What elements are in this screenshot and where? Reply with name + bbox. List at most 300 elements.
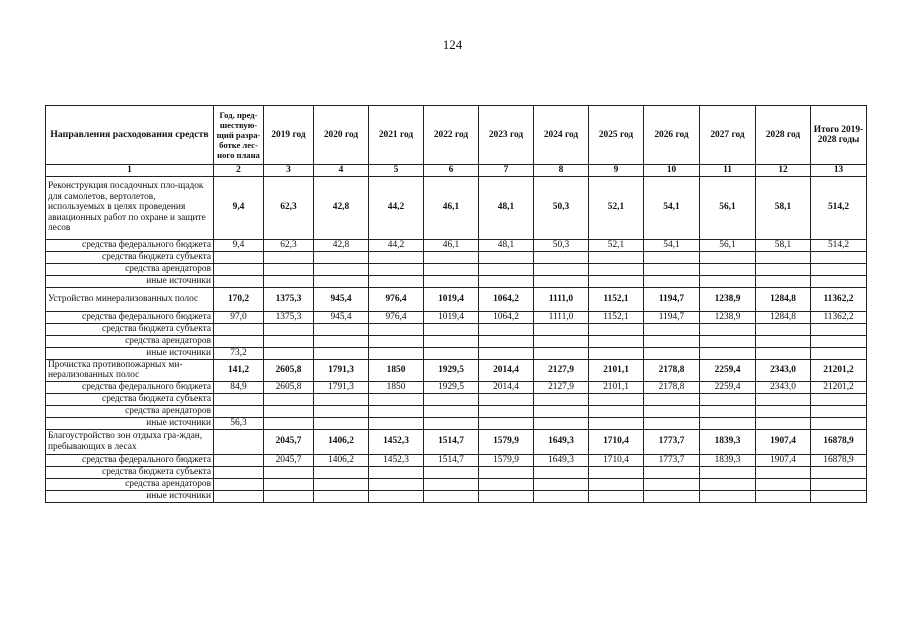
value-cell: 1929,5 [424, 359, 479, 381]
value-cell: 1406,2 [314, 454, 369, 466]
value-cell [534, 275, 589, 287]
value-cell [589, 417, 644, 429]
value-cell [644, 275, 700, 287]
source-label: средства арендаторов [46, 335, 214, 347]
value-cell [369, 263, 424, 275]
section-row [46, 359, 867, 381]
value-cell [264, 275, 314, 287]
value-cell [264, 263, 314, 275]
value-cell: 46,1 [424, 239, 479, 251]
header-cell: 2024 год [534, 106, 589, 165]
value-cell: 48,1 [479, 176, 534, 239]
value-cell [811, 405, 867, 417]
value-cell: 16878,9 [811, 454, 867, 466]
column-number-cell: 2 [214, 165, 264, 177]
column-number-cell: 1 [46, 165, 214, 177]
source-row [46, 393, 867, 405]
value-cell: 9,4 [214, 176, 264, 239]
value-cell: 1375,3 [264, 287, 314, 311]
source-label: иные источники [46, 417, 214, 429]
value-cell: 1929,5 [424, 381, 479, 393]
source-row [46, 263, 867, 275]
value-cell: 170,2 [214, 287, 264, 311]
value-cell [264, 405, 314, 417]
value-cell: 50,3 [534, 239, 589, 251]
value-cell [314, 251, 369, 263]
source-row [46, 347, 867, 359]
value-cell [314, 335, 369, 347]
value-cell [756, 263, 811, 275]
source-row [46, 490, 867, 502]
value-cell: 2259,4 [700, 381, 756, 393]
value-cell [214, 454, 264, 466]
source-label: средства арендаторов [46, 405, 214, 417]
value-cell [589, 347, 644, 359]
table-body [46, 176, 867, 502]
value-cell: 1907,4 [756, 429, 811, 454]
value-cell: 976,4 [369, 287, 424, 311]
value-cell [314, 417, 369, 429]
value-cell [479, 251, 534, 263]
value-cell [214, 393, 264, 405]
value-cell [644, 466, 700, 478]
section-row [46, 429, 867, 454]
value-cell [534, 466, 589, 478]
source-row [46, 335, 867, 347]
value-cell [424, 335, 479, 347]
value-cell [479, 347, 534, 359]
value-cell [369, 275, 424, 287]
value-cell [589, 490, 644, 502]
value-cell: 2101,1 [589, 381, 644, 393]
value-cell: 21201,2 [811, 359, 867, 381]
value-cell [264, 417, 314, 429]
value-cell [369, 347, 424, 359]
header-cell: Год, пред-шествую-щий разра-ботке лес-ного плана [214, 106, 264, 165]
value-cell [644, 263, 700, 275]
source-label: средства бюджета субъекта [46, 393, 214, 405]
value-cell: 1514,7 [424, 454, 479, 466]
value-cell [314, 275, 369, 287]
value-cell: 945,4 [314, 311, 369, 323]
value-cell: 54,1 [644, 176, 700, 239]
value-cell: 11362,2 [811, 287, 867, 311]
header-cell: 2025 год [589, 106, 644, 165]
value-cell [369, 417, 424, 429]
value-cell: 97,0 [214, 311, 264, 323]
value-cell [479, 466, 534, 478]
value-cell: 1850 [369, 359, 424, 381]
source-row [46, 405, 867, 417]
value-cell: 2259,4 [700, 359, 756, 381]
value-cell [369, 393, 424, 405]
section-title: Прочистка противопожарных ми-нерализованных полос [46, 359, 214, 381]
value-cell [314, 323, 369, 335]
value-cell [756, 490, 811, 502]
value-cell [264, 347, 314, 359]
value-cell: 2101,1 [589, 359, 644, 381]
source-label: средства арендаторов [46, 263, 214, 275]
value-cell: 42,8 [314, 176, 369, 239]
value-cell [700, 335, 756, 347]
source-row [46, 417, 867, 429]
value-cell [424, 405, 479, 417]
value-cell [534, 251, 589, 263]
value-cell [424, 347, 479, 359]
column-number-cell: 4 [314, 165, 369, 177]
value-cell [756, 393, 811, 405]
value-cell [589, 466, 644, 478]
value-cell [479, 478, 534, 490]
value-cell [214, 429, 264, 454]
column-number-cell: 7 [479, 165, 534, 177]
value-cell [700, 323, 756, 335]
value-cell [589, 275, 644, 287]
value-cell [314, 393, 369, 405]
header-cell: 2022 год [424, 106, 479, 165]
value-cell [589, 263, 644, 275]
value-cell [214, 490, 264, 502]
source-label: иные источники [46, 275, 214, 287]
header-cell: 2019 год [264, 106, 314, 165]
value-cell: 2178,8 [644, 359, 700, 381]
value-cell [479, 417, 534, 429]
value-cell [700, 251, 756, 263]
value-cell [644, 347, 700, 359]
value-cell [811, 323, 867, 335]
source-label: средства федерального бюджета [46, 381, 214, 393]
value-cell [479, 275, 534, 287]
value-cell [214, 323, 264, 335]
value-cell [534, 335, 589, 347]
value-cell [314, 466, 369, 478]
source-row [46, 323, 867, 335]
value-cell [479, 490, 534, 502]
value-cell: 514,2 [811, 176, 867, 239]
source-row [46, 466, 867, 478]
value-cell [644, 323, 700, 335]
value-cell [479, 393, 534, 405]
value-cell [644, 417, 700, 429]
page-number: 124 [442, 37, 463, 52]
value-cell [644, 478, 700, 490]
value-cell: 56,1 [700, 239, 756, 251]
section-row [46, 176, 867, 239]
source-label: иные источники [46, 347, 214, 359]
value-cell [214, 478, 264, 490]
value-cell [424, 393, 479, 405]
value-cell [264, 393, 314, 405]
value-cell [214, 275, 264, 287]
value-cell: 1839,3 [700, 429, 756, 454]
value-cell: 73,2 [214, 347, 264, 359]
value-cell [589, 251, 644, 263]
source-label: средства бюджета субъекта [46, 251, 214, 263]
value-cell: 11362,2 [811, 311, 867, 323]
value-cell: 44,2 [369, 239, 424, 251]
source-label: средства бюджета субъекта [46, 323, 214, 335]
value-cell [424, 323, 479, 335]
value-cell [214, 251, 264, 263]
value-cell: 1194,7 [644, 311, 700, 323]
value-cell [644, 335, 700, 347]
value-cell [369, 490, 424, 502]
source-label: средства бюджета субъекта [46, 466, 214, 478]
value-cell [589, 478, 644, 490]
value-cell: 56,3 [214, 417, 264, 429]
source-row [46, 275, 867, 287]
value-cell [314, 347, 369, 359]
header-cell: 2028 год [756, 106, 811, 165]
header-cell: 2026 год [644, 106, 700, 165]
value-cell: 1452,3 [369, 429, 424, 454]
value-cell [264, 490, 314, 502]
value-cell [756, 478, 811, 490]
column-number-cell: 9 [589, 165, 644, 177]
value-cell [424, 417, 479, 429]
value-cell [644, 490, 700, 502]
column-number-cell: 12 [756, 165, 811, 177]
value-cell: 9,4 [214, 239, 264, 251]
value-cell: 2045,7 [264, 454, 314, 466]
value-cell [756, 405, 811, 417]
value-cell: 48,1 [479, 239, 534, 251]
value-cell: 2045,7 [264, 429, 314, 454]
value-cell: 1579,9 [479, 454, 534, 466]
value-cell: 1791,3 [314, 381, 369, 393]
value-cell [700, 393, 756, 405]
value-cell [589, 323, 644, 335]
source-row [46, 381, 867, 393]
value-cell [700, 417, 756, 429]
value-cell: 62,3 [264, 239, 314, 251]
value-cell [264, 251, 314, 263]
value-cell: 1111,0 [534, 311, 589, 323]
value-cell: 50,3 [534, 176, 589, 239]
value-cell: 52,1 [589, 239, 644, 251]
value-cell [756, 347, 811, 359]
value-cell [756, 466, 811, 478]
value-cell: 1773,7 [644, 454, 700, 466]
value-cell [369, 251, 424, 263]
value-cell [369, 335, 424, 347]
section-title: Устройство минерализованных полос [46, 287, 214, 311]
header-cell: 2027 год [700, 106, 756, 165]
value-cell [214, 405, 264, 417]
value-cell [369, 405, 424, 417]
value-cell: 54,1 [644, 239, 700, 251]
value-cell [811, 478, 867, 490]
value-cell [314, 263, 369, 275]
value-cell [424, 251, 479, 263]
value-cell: 1791,3 [314, 359, 369, 381]
value-cell [644, 393, 700, 405]
section-row [46, 287, 867, 311]
value-cell [534, 417, 589, 429]
value-cell: 141,2 [214, 359, 264, 381]
value-cell [700, 405, 756, 417]
value-cell [534, 393, 589, 405]
header-cell: Итого 2019-2028 годы [811, 106, 867, 165]
value-cell [700, 347, 756, 359]
value-cell: 1579,9 [479, 429, 534, 454]
value-cell: 2127,9 [534, 381, 589, 393]
value-cell [756, 417, 811, 429]
value-cell: 1152,1 [589, 287, 644, 311]
value-cell: 2127,9 [534, 359, 589, 381]
value-cell: 42,8 [314, 239, 369, 251]
value-cell: 44,2 [369, 176, 424, 239]
source-row [46, 251, 867, 263]
value-cell: 62,3 [264, 176, 314, 239]
value-cell [811, 335, 867, 347]
column-number-cell: 3 [264, 165, 314, 177]
value-cell: 1152,1 [589, 311, 644, 323]
value-cell [424, 490, 479, 502]
value-cell: 2605,8 [264, 359, 314, 381]
value-cell: 52,1 [589, 176, 644, 239]
value-cell [811, 466, 867, 478]
value-cell: 1514,7 [424, 429, 479, 454]
value-cell [534, 263, 589, 275]
value-cell [534, 478, 589, 490]
value-cell [756, 335, 811, 347]
value-cell: 2014,4 [479, 381, 534, 393]
source-label: средства арендаторов [46, 478, 214, 490]
value-cell [534, 490, 589, 502]
value-cell: 1238,9 [700, 287, 756, 311]
source-label: иные источники [46, 490, 214, 502]
value-cell: 514,2 [811, 239, 867, 251]
value-cell: 2178,8 [644, 381, 700, 393]
value-cell [700, 263, 756, 275]
value-cell [479, 335, 534, 347]
value-cell: 1406,2 [314, 429, 369, 454]
value-cell: 1238,9 [700, 311, 756, 323]
value-cell [700, 466, 756, 478]
column-number-row [46, 165, 867, 177]
source-row [46, 311, 867, 323]
value-cell [314, 405, 369, 417]
value-cell: 1194,7 [644, 287, 700, 311]
value-cell [424, 466, 479, 478]
value-cell [644, 251, 700, 263]
column-number-cell: 11 [700, 165, 756, 177]
value-cell [756, 275, 811, 287]
value-cell [424, 478, 479, 490]
value-cell: 1710,4 [589, 429, 644, 454]
value-cell [700, 490, 756, 502]
value-cell: 56,1 [700, 176, 756, 239]
column-number-cell: 13 [811, 165, 867, 177]
source-label: средства федерального бюджета [46, 239, 214, 251]
value-cell: 1907,4 [756, 454, 811, 466]
value-cell [700, 478, 756, 490]
value-cell: 945,4 [314, 287, 369, 311]
value-cell [264, 478, 314, 490]
value-cell [314, 478, 369, 490]
value-cell [756, 251, 811, 263]
value-cell: 1839,3 [700, 454, 756, 466]
value-cell: 1710,4 [589, 454, 644, 466]
value-cell [264, 335, 314, 347]
value-cell: 1064,2 [479, 311, 534, 323]
value-cell: 2014,4 [479, 359, 534, 381]
header-cell: 2021 год [369, 106, 424, 165]
column-number-cell: 8 [534, 165, 589, 177]
header-cell: Направления расходования средств [46, 106, 214, 165]
value-cell: 1649,3 [534, 454, 589, 466]
value-cell: 1284,8 [756, 287, 811, 311]
value-cell [811, 251, 867, 263]
value-cell [811, 417, 867, 429]
value-cell: 1019,4 [424, 311, 479, 323]
value-cell [534, 405, 589, 417]
value-cell [811, 275, 867, 287]
value-cell [369, 478, 424, 490]
value-cell [424, 275, 479, 287]
column-number-cell: 5 [369, 165, 424, 177]
section-title: Реконструкция посадочных пло-щадок для самолетов, вертолетов, используемых в целях проведения авиационных работ по охране и защите лесов [46, 176, 214, 239]
value-cell [214, 466, 264, 478]
value-cell [811, 263, 867, 275]
value-cell: 58,1 [756, 239, 811, 251]
value-cell [589, 335, 644, 347]
value-cell: 1111,0 [534, 287, 589, 311]
source-row [46, 478, 867, 490]
value-cell: 21201,2 [811, 381, 867, 393]
header-row [46, 106, 867, 165]
value-cell [479, 323, 534, 335]
value-cell: 2343,0 [756, 359, 811, 381]
value-cell: 2605,8 [264, 381, 314, 393]
source-label: средства федерального бюджета [46, 454, 214, 466]
value-cell: 1773,7 [644, 429, 700, 454]
value-cell [811, 393, 867, 405]
value-cell [214, 335, 264, 347]
column-number-cell: 10 [644, 165, 700, 177]
value-cell [534, 323, 589, 335]
value-cell [264, 323, 314, 335]
value-cell [811, 347, 867, 359]
value-cell: 16878,9 [811, 429, 867, 454]
value-cell [369, 466, 424, 478]
value-cell [756, 323, 811, 335]
value-cell: 1452,3 [369, 454, 424, 466]
value-cell [264, 466, 314, 478]
value-cell: 1019,4 [424, 287, 479, 311]
value-cell: 84,9 [214, 381, 264, 393]
value-cell: 1850 [369, 381, 424, 393]
value-cell [314, 490, 369, 502]
value-cell [424, 263, 479, 275]
value-cell: 2343,0 [756, 381, 811, 393]
value-cell [534, 347, 589, 359]
value-cell [644, 405, 700, 417]
value-cell: 1375,3 [264, 311, 314, 323]
value-cell: 1649,3 [534, 429, 589, 454]
column-number-cell: 6 [424, 165, 479, 177]
value-cell [214, 263, 264, 275]
value-cell [369, 323, 424, 335]
value-cell [700, 275, 756, 287]
value-cell [589, 405, 644, 417]
value-cell: 1284,8 [756, 311, 811, 323]
value-cell [811, 490, 867, 502]
value-cell [479, 263, 534, 275]
source-label: средства федерального бюджета [46, 311, 214, 323]
section-title: Благоустройство зон отдыха гра-ждан, пребывающих в лесах [46, 429, 214, 454]
